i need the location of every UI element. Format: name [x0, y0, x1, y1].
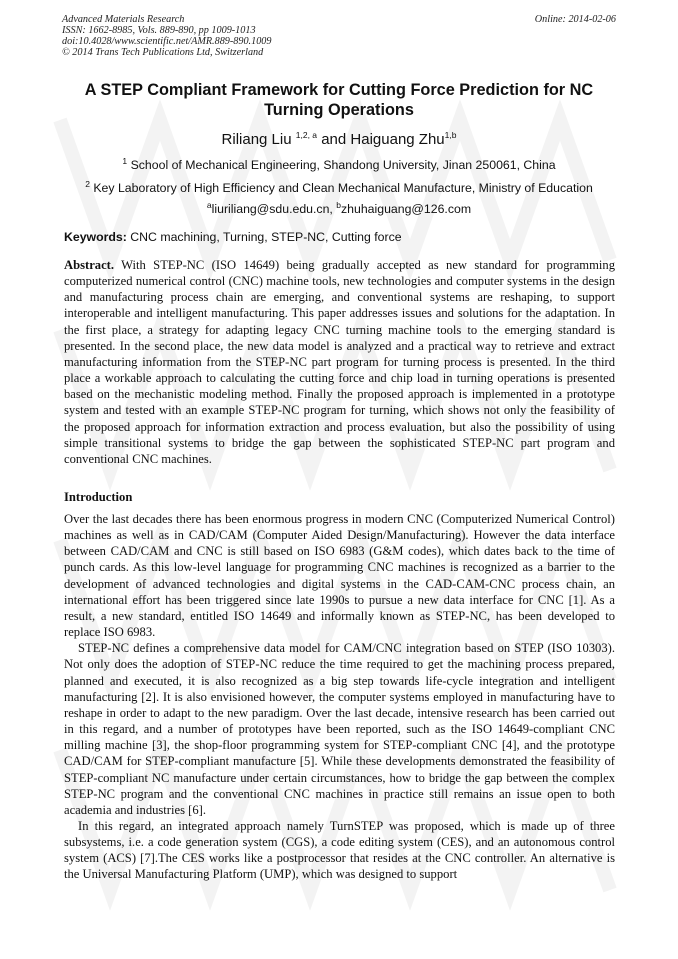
- keywords-text: CNC machining, Turning, STEP-NC, Cutting force: [126, 230, 402, 244]
- author-name: Riliang Liu: [221, 131, 292, 148]
- author-joiner: and: [317, 131, 351, 148]
- section-heading: Introduction: [64, 490, 133, 504]
- affiliation-marker: 2: [85, 179, 90, 189]
- affiliation: [0, 156, 678, 172]
- online-date: Online: 2014-02-06: [534, 14, 616, 25]
- journal-name: Advanced Materials Research: [62, 14, 185, 25]
- abstract-label: Abstract.: [64, 258, 115, 272]
- paper-title: A STEP Compliant Framework for Cutting Force Prediction for NC Turning Operations: [84, 81, 594, 119]
- keywords-line: [64, 230, 402, 244]
- journal-header: [62, 14, 271, 58]
- author-emails: [0, 200, 678, 216]
- email-address: liuriliang@sdu.edu.cn: [211, 202, 330, 217]
- issn-line: ISSN: 1662-8985, Vols. 889-890, pp 1009-1013: [62, 25, 256, 36]
- keywords-label: Keywords:: [64, 230, 127, 244]
- paragraph: In this regard, an integrated approach namely TurnSTEP was proposed, which is made up of three subsystems, i.e. a code generation system (CGS), a code editing system (CES), and an autonomous control system (ACS) [7].The CES works like a postprocessor that resides at the CNC controller. An alternative is the Universal Manufacturing Platform (UMP), which was designed to support: [64, 818, 615, 882]
- author-affil-marker: 1,2, a: [295, 130, 318, 140]
- affiliation-marker: 1: [122, 156, 128, 166]
- abstract-text: With STEP-NC (ISO 14649) being gradually accepted as new standard for programming computerized numerical control (CNC) machine tools, new technologies and computer systems in the design and manufacturing process chain are emerging, and conventional systems are reshaping, to support interoperable and intelligent manufacturing. This paper addresses issues and solutions for the adaptation. In the first place, a strategy for adapting legacy CNC turning machine tools to the emerging standard is presented. In the second place, the new data model is analyzed and a practical way to retrieve and extract manufacturing information from the STEP-NC part program for turning process is presented. In the third place a workable approach to calculating the cutting force and chip load in turning operations is presented based on the mechanistic modeling method. Finally the proposed approach is implemented in a prototype system and tested with an example STEP-NC program for turning, which shows not only the feasibility of the proposed approach for information extraction and process evaluation, but also the possibility of using simple transitional systems to bridge the gap between the sophisticated STEP-NC part program and conventional CNC machines.: [64, 258, 615, 466]
- introduction-body: [64, 511, 615, 883]
- author-affil-marker: 1,b: [444, 130, 457, 140]
- doi-line: doi:10.4028/www.scientific.net/AMR.889-890.1009: [62, 36, 272, 47]
- affiliation-text: Key Laboratory of High Efficiency and Clean Mechanical Manufacture, Ministry of Education: [93, 181, 593, 196]
- email-marker: a: [206, 200, 212, 210]
- paragraph: STEP-NC defines a comprehensive data model for CAM/CNC integration based on STEP (ISO 10303). Not only does the adoption of STEP-NC reduce the time required to get the machining process prepared, planned and executed, it is also recognized as a big step towards life-cycle integration and intelligent manufacturing [2]. It is also envisioned however, the computer systems employed in manufacturing have to reshape in order to adapt to the new paradigm. Over the last decade, intensive research has been carried out in this regard, and a number of prototypes have been reported, such as the ISO 14649-compliant CNC milling machine [3], the shop-floor programming system for STEP-compliant CNC [4], and the prototype CAD/CAM for STEP-compliant manufacture [5]. While these developments demonstrated the feasibility of STEP-compliant NC manufacture under certain circumstances, how to bridge the gap between the complex STEP-NC program and the conventional CNC machines in practice still remains an issue open to both academia and industries [6].: [64, 641, 615, 817]
- email-marker: b: [336, 200, 341, 210]
- author-line: [0, 130, 678, 148]
- copyright-line: © 2014 Trans Tech Publications Ltd, Switzerland: [62, 47, 264, 58]
- email-separator: ,: [329, 202, 337, 217]
- abstract: [64, 257, 615, 467]
- email-address: zhuhaiguang@126.com: [341, 202, 472, 217]
- author-name: Haiguang Zhu: [350, 131, 445, 148]
- paragraph: Over the last decades there has been enormous progress in modern CNC (Computerized Numerical Control) machines as well as in CAD/CAM (Computer Aided Design/Manufacturing). However the data interface between CAD/CAM and CNC is still based on ISO 6983 (G&M codes), which dates back to the time of punch cards. As this low-level language for programming CNC machines is recognized as a barrier to the development of advanced technologies and digital systems in the CAD-CAM-CNC process chain, an international effort has been triggered since late 1990s to pursue a new data interface for CNC [1]. As a result, a new standard, entitled ISO 14649 and informally known as STEP-NC, has been developed to replace ISO 6983.: [64, 512, 615, 640]
- affiliation: [0, 179, 678, 195]
- affiliation-text: School of Mechanical Engineering, Shandong University, Jinan 250061, China: [130, 158, 556, 173]
